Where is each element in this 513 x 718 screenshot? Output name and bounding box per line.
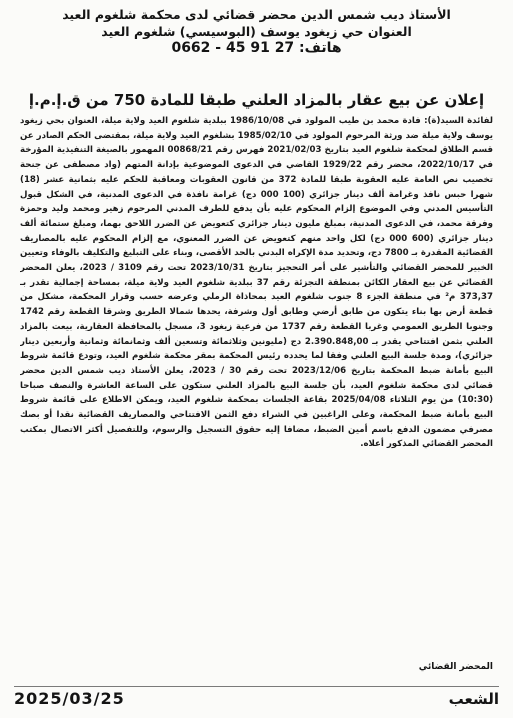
notice-body (20, 114, 493, 674)
bailiff-name-line: الأستاذ ديب شمس الدين محضر قضائي لدى محكمة شلغوم العيد (62, 7, 451, 22)
closing-signature: المحضر القضائي (418, 662, 493, 672)
notice-header (20, 6, 493, 57)
phone-label: هاتف: (299, 40, 342, 56)
phone-number: 0662 - 45 91 27 (171, 40, 295, 56)
notice-body-paragraph: لفائدة السيد(ة): فادة محمد بن طيب المولود في 1986/10/08 ببلدية شلغوم العيد ولاية ميلة، العنوان بحي زيغود يوسف ولاية ميلة ضد ورثة المرحوم المولود في 1985/02/10 بشلغوم العيد ولاية ميلة، بمقتضى الحكم الصادر عن قسم الطلاق لمحكمة شلغوم العيد بتاريخ 2021/02/03 فهرس رقم 00868/21 المهمور بالصيغة التنفيذية المؤرخة في 2022/10/17، محضر رقم 1929/22 القاضي في الدعوى الموضوعية بإدانة المتهم (واد مصطفى عن جنحة تخصيب نص العامة عليه العقوبة طبقا للمادة 372 من قانون العقوبات ومعاقبة للحكم عليه بثمانية عشر (18) شهرا حبس نافذ وغرامة ألف دينار جزائري (100 000 دج) غرامة نافذة في الدعوى المدنية، في الشكل قبول التأسيس المدني وفي الموضوع إلزام المحكوم عليه بأن يدفع للطرف المدني المرحوم زهير ومحمد وليد وحمزة وفرقة محمد، في الدعوى المدنية، بمبلغ مليون دينار جزائري كتعويض عن الضرر اللاحق بهما، ومبلغ ستمائة ألف دينار جزائري (600 000 دج) لكل واحد منهم كتعويض عن الضرر المعنوي، مع إلزام المحكوم عليه بالمصاريف القضائية المقدرة بـ 7800 دج، وتحديد مدة الإكراه البدني بالحد الأقصى، وبناء على التبليغ والتكليف بالوفاء وتعيين الخبير للمحضر القضائي والتأشير على أمر التحجيز بتاريخ 2023/10/31 تحت رقم 3109 / 2023، يعلن المحضر القضائي عن بيع العقار الكائن بمنطقة التجزئة رقم 37 ببلدية شلغوم العيد ولاية ميلة، بمساحة إجمالية تقدر بـ 373,37 م² في منطقة الجزء 8 جنوب شلغوم العيد بمحاذاة الرملي وعرضه حسب وقرار المحكمة، مشكل من قطعة أرض بها بناء يتكون من طابق أرضي وطابق أول وشرفة، يحدها شمالا الطريق وشرقا القطعة رقم 1742 وجنوبا الطريق العمومي وغربا القطعة رقم 1737 من فرعية زيغود 3، مسجل بالمحافظة العقارية، بيعت بالمزاد العلني بثمن افتتاحي يقدر بـ 2.390.848,00 دج (مليونين وثلاثمائة وتسعين ألف وثمانمائة وثمانية وأربعين دينار جزائري)، ومدة جلسة البيع العلني وفقا لما يحدده رئيس المحكمة بمقر محكمة شلغوم العيد، وتودع قائمة شروط البيع بأمانة ضبط المحكمة بتاريخ 2023/12/06 تحت رقم 30 / 2023، يعلن الأستاذ ديب شمس الدين محضر قضائي لدى محكمة شلغوم العيد، بأن جلسة البيع بالمزاد العلني ستكون على الساعة العاشرة والنصف صباحا (10:30) من يوم الثلاثاء 2025/04/08 بقاعة الجلسات بمحكمة شلغوم العيد، ويمكن الاطلاع على قائمة شروط البيع بأمانة ضبط المحكمة، وعلى الراغبين في الشراء دفع الثمن الافتتاحي والمصاريف القضائية نقدا أو بصك مصرفي مضمون الدفع باسم أمين الضبط، مضافا إليه حقوق التسجيل والرسوم، وللتفصيل أكثر الاتصال بمكتب المحضر القضائي المذكور أعلاه. (20, 116, 493, 450)
phone-line (20, 40, 493, 57)
notice-title: إعلان عن بيع عقار بالمزاد العلني طبقا للمادة 750 من ق.إ.م.إ (28, 91, 485, 109)
newspaper-name: الشعب (448, 690, 499, 708)
notice-footer (14, 688, 499, 712)
address-line: العنوان حي زيغود يوسف (البوسيسي) شلغوم العيد (101, 24, 412, 39)
footer-divider (14, 686, 499, 687)
publication-date: 2025/03/25 (14, 689, 125, 708)
